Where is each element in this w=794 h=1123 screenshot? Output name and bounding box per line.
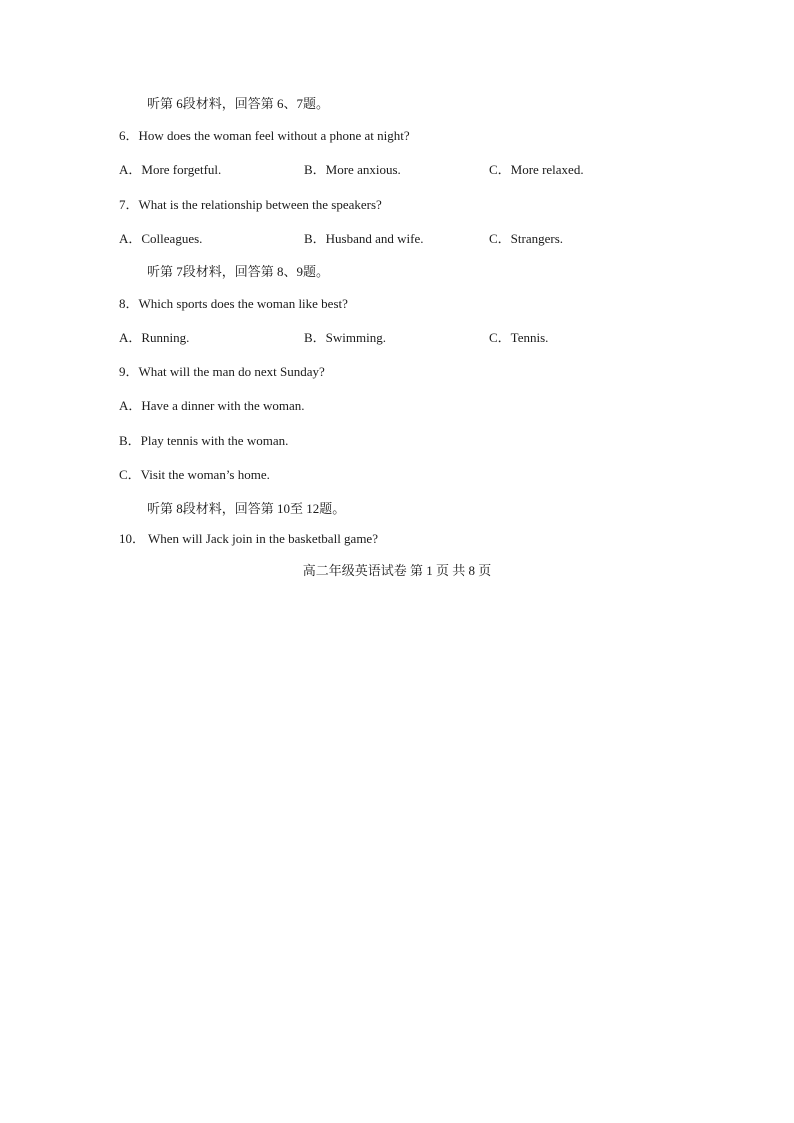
question-8-option-c: C．Tennis. — [489, 330, 549, 345]
question-6: 6．How does the woman feel without a phone at night? — [119, 128, 410, 143]
question-6-option-b: B．More anxious. — [304, 162, 401, 177]
question-8-option-b: B．Swimming. — [304, 330, 386, 345]
question-8: 8．Which sports does the woman like best? — [119, 296, 348, 311]
question-7-option-b: B．Husband and wife. — [304, 231, 424, 246]
question-9: 9．What will the man do next Sunday? — [119, 364, 325, 379]
question-7: 7．What is the relationship between the speakers? — [119, 197, 382, 212]
question-9-option-b: B．Play tennis with the woman. — [119, 433, 289, 448]
section-instruction-6-7: 听第 6段材料，回答第 6、7题。 — [147, 96, 330, 111]
question-6-option-c: C．More relaxed. — [489, 162, 584, 177]
question-9-option-c: C．Visit the woman’s home. — [119, 467, 270, 482]
question-8-option-a: A．Running. — [119, 330, 190, 345]
page-footer: 高二年级英语试卷 第 1 页 共 8 页 — [302, 563, 492, 578]
question-6-option-a: A．More forgetful. — [119, 162, 222, 177]
section-instruction-8-9: 听第 7段材料，回答第 8、9题。 — [147, 264, 330, 279]
question-9-option-a: A．Have a dinner with the woman. — [119, 398, 305, 413]
section-instruction-10-12: 听第 8段材料，回答第 10至 12题。 — [147, 501, 346, 516]
question-7-option-c: C．Strangers. — [489, 231, 564, 246]
question-7-option-a: A．Colleagues. — [119, 231, 203, 246]
question-10: 10． When will Jack join in the basketball game? — [119, 531, 378, 546]
